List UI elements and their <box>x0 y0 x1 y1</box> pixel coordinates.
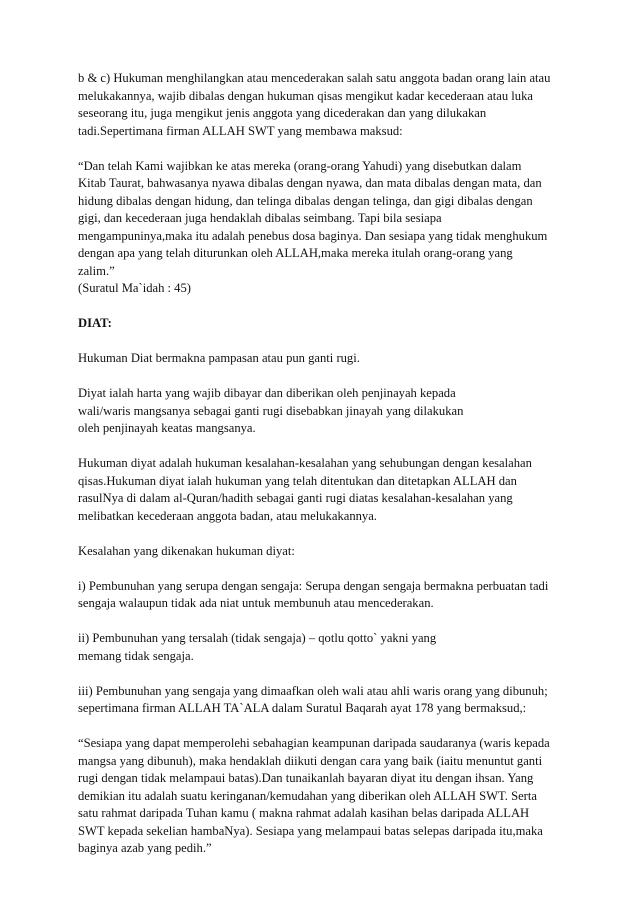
paragraph <box>78 158 570 298</box>
text-line: sepertimana firman ALLAH TA`ALA dalam Suratul Baqarah ayat 178 yang bermaksud,: <box>78 701 527 715</box>
text-line: mangsa yang dibunuh), maka hendaklah diikuti dengan cara yang baik (iaitu menuntut ganti <box>78 753 543 768</box>
text-line: hidung dibalas dengan hidung, dan telinga dibalas dengan telinga, dan gigi dibalas dengan <box>78 193 533 208</box>
text-line: i) Pembunuhan yang serupa dengan sengaja: Serupa dengan sengaja bermakna perbuatan tadi <box>78 578 549 593</box>
text-line: SWT kepada sekelian hambaNya). Sesiapa yang melampaui batas selepas daripada itu,maka <box>78 823 543 838</box>
paragraph <box>78 578 570 613</box>
paragraph <box>78 350 570 368</box>
text-line: DIAT: <box>78 316 112 330</box>
paragraph <box>78 683 570 718</box>
text-line: gigi, dan kecederaan juga hendaklah dibalas seimbang. Tapi bila sesiapa <box>78 211 442 225</box>
text-line: rasulNya di dalam al-Quran/hadith sebagai ganti rugi diatas kesalahan-kesalahan yang <box>78 491 513 505</box>
text-line: melukakannya, wajib dibalas dengan hukuman qisas mengikut kadar kecederaan atau luka <box>78 88 533 103</box>
section-heading <box>78 315 570 333</box>
paragraph <box>78 455 570 525</box>
document-page <box>78 70 570 875</box>
text-line: wali/waris mangsanya sebagai ganti rugi disebabkan jinayah yang dilakukan <box>78 403 464 418</box>
text-line: Diyat ialah harta yang wajib dibayar dan diberikan oleh penjinayah kepada <box>78 386 456 400</box>
text-line: iii) Pembunuhan yang sengaja yang dimaafkan oleh wali atau ahli waris orang yang dibunuh; <box>78 683 548 698</box>
text-line: “Sesiapa yang dapat memperolehi sebahagian keampunan daripada saudaranya (waris kepada <box>78 736 550 750</box>
text-line: tadi.Sepertimana firman ALLAH SWT yang membawa maksud: <box>78 123 403 138</box>
text-line: satu rahmat daripada Tuhan kamu ( makna rahmat adalah kasihan belas daripada ALLAH <box>78 806 530 820</box>
text-line: “Dan telah Kami wajibkan ke atas mereka (orang-orang Yahudi) yang disebutkan dalam <box>78 158 522 173</box>
text-line: mengampuninya,maka itu adalah penebus dosa baginya. Dan sesiapa yang tidak menghukum <box>78 228 548 243</box>
text-line: seseorang itu, juga mengikut jenis anggota yang dicederakan dan yang dilukakan <box>78 106 487 120</box>
paragraph <box>78 70 570 140</box>
text-line: Hukuman Diat bermakna pampasan atau pun ganti rugi. <box>78 351 360 365</box>
text-line: (Suratul Ma`idah : 45) <box>78 281 191 295</box>
paragraph <box>78 735 570 858</box>
text-line: Kesalahan yang dikenakan hukuman diyat: <box>78 543 295 558</box>
text-line: demikian itu adalah suatu keringanan/kemudahan yang diberikan oleh ALLAH SWT. Serta <box>78 788 537 803</box>
text-line: oleh penjinayah keatas mangsanya. <box>78 421 256 435</box>
text-line: Hukuman diyat adalah hukuman kesalahan-kesalahan yang sehubungan dengan kesalahan <box>78 456 532 470</box>
text-line: zalim.” <box>78 263 115 278</box>
text-line: dengan apa yang telah diturunkan oleh ALLAH,maka mereka itulah orang-orang yang <box>78 246 513 260</box>
text-line: b & c) Hukuman menghilangkan atau mencederakan salah satu anggota badan orang lain atau <box>78 71 551 85</box>
text-line: baginya azab yang pedih.” <box>78 841 212 855</box>
paragraph <box>78 543 570 561</box>
paragraph <box>78 385 570 438</box>
paragraph <box>78 630 570 665</box>
text-line: memang tidak sengaja. <box>78 648 194 663</box>
text-line: sengaja walaupun tidak ada niat untuk membunuh atau mencederakan. <box>78 596 434 610</box>
text-line: Kitab Taurat, bahwasanya nyawa dibalas dengan nyawa, dan mata dibalas dengan mata, dan <box>78 176 542 190</box>
text-line: rugi dengan tidak melampaui batas).Dan tunaikanlah bayaran diyat itu dengan ihsan. Yang <box>78 771 534 785</box>
text-line: qisas.Hukuman diyat ialah hukuman yang telah ditentukan dan ditetapkan ALLAH dan <box>78 473 517 488</box>
text-line: ii) Pembunuhan yang tersalah (tidak sengaja) – qotlu qotto` yakni yang <box>78 631 437 645</box>
text-line: melibatkan kecederaan anggota badan, atau melukakannya. <box>78 508 377 523</box>
